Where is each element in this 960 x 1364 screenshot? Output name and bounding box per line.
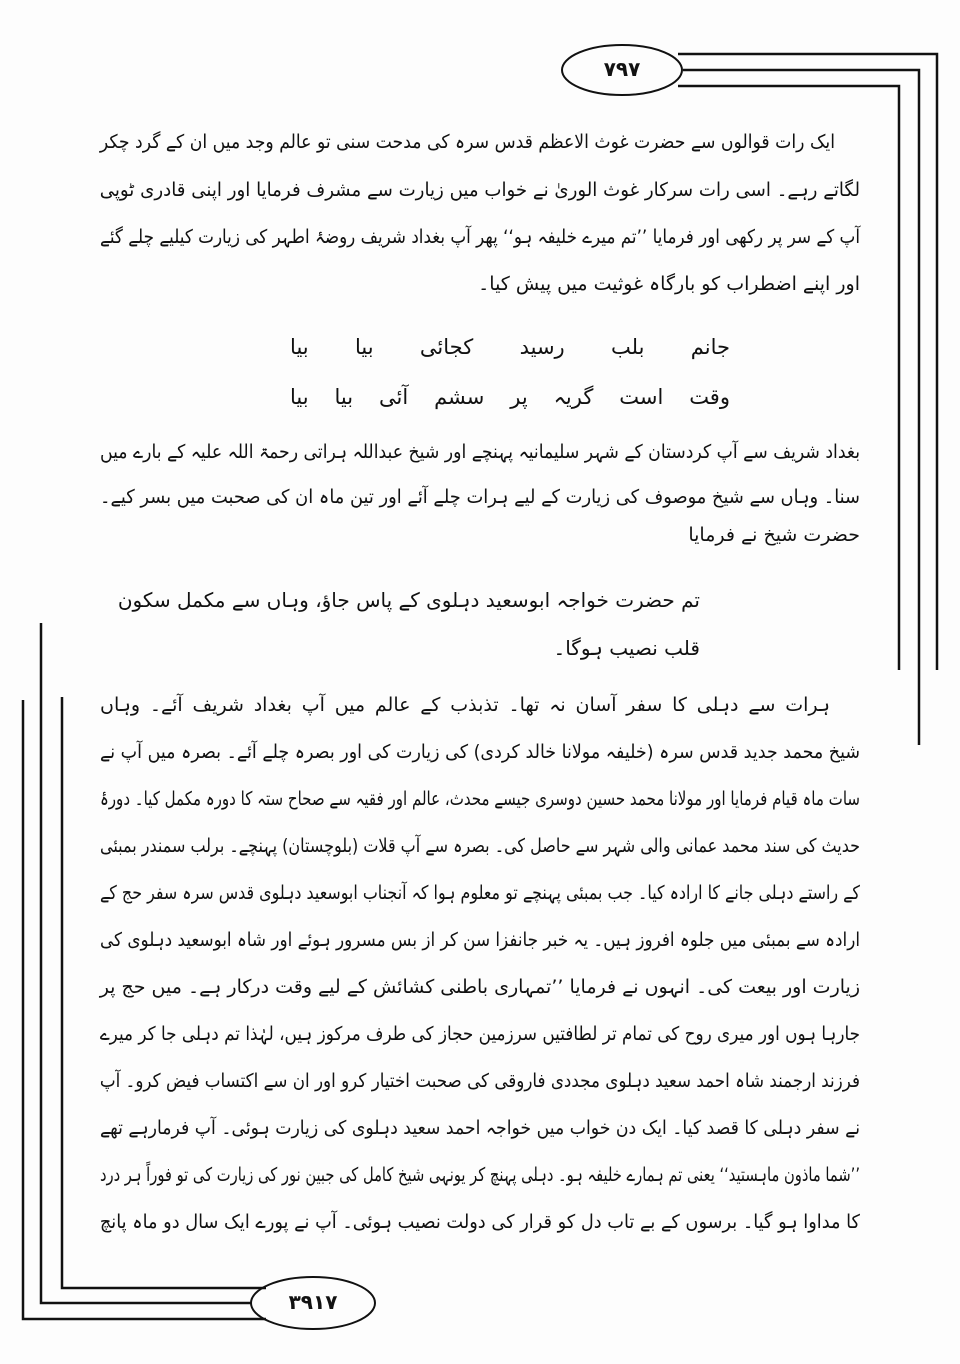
poem-word: رسید bbox=[519, 335, 565, 359]
top-border-line-inner bbox=[678, 86, 899, 670]
poem-word: کجائی bbox=[419, 335, 474, 359]
paragraph3-line: حدیث کی سند محمد عمانی والی شہر سے حاصل کی۔ بصرہ سے آپ قلات (بلوچستان) پہنچے۔ برلب سمندر بمبئی bbox=[100, 835, 860, 857]
quote-line: تم حضرت خواجہ ابوسعید دہلوی کے پاس جاؤ، وہاں سے مکمل سکون bbox=[117, 588, 700, 612]
paragraph3-line: نے سفر دہلی کا قصد کیا۔ ایک دن خواب میں خواجہ احمد سعید دہلوی کی زیارت ہوئی۔ آپ فرمارہے تھے bbox=[100, 1117, 860, 1139]
page-number-top: ۷۹۷ bbox=[603, 57, 641, 81]
paragraph1-line: ایک رات قوالوں سے حضرت غوث الاعظم قدس سرہ کی مدحت سنی تو عالم وجد میں ان کے گرد چکر bbox=[99, 131, 836, 153]
poem-word: بیا bbox=[334, 385, 354, 409]
paragraph2-line: سنا۔ وہاں سے شیخ موصوف کی زیارت کے لیے ہرات چلے آئے اور تین ماہ ان کی صحبت میں بسر کیے۔ bbox=[100, 486, 860, 508]
paragraph2-line: بغداد شریف سے آپ کردستان کے شہر سلیمانیہ پہنچے اور شیخ عبداللہ ہراتی رحمۃ اللہ علیہ کے بارے میں bbox=[99, 441, 860, 463]
paragraph2-line: حضرت شیخ نے فرمایا bbox=[688, 524, 860, 546]
quote-line: قلب نصیب ہوگا۔ bbox=[553, 636, 700, 660]
page-number-bottom: ۳۹۱۷ bbox=[288, 1290, 338, 1314]
paragraph3-line: جارہا ہوں اور میری روح کی تمام تر لطافتیں سرزمین حجاز کی طرف مرکوز ہیں، لہٰذا تم دہلی جا کر میرے bbox=[99, 1023, 860, 1045]
poem-word: گریہ bbox=[553, 385, 594, 409]
paragraph1-line: آپ کے سر پر رکھی اور فرمایا ’’تم میرے خلیفہ ہو‘‘ پھر آپ بغداد شریف روضۂ اطہر کی زیارت کیلیے چلے گئے bbox=[100, 226, 860, 248]
poem-word: بیا bbox=[290, 335, 309, 359]
poem-word: است bbox=[619, 385, 664, 409]
poem-word: بیا bbox=[354, 335, 374, 359]
poem-word: پر bbox=[510, 385, 528, 409]
paragraph3-line: کا مداوا ہو گیا۔ برسوں کے بے تاب دل کو قرار کی دولت نصیب ہوئی۔ آپ نے پورے ایک سال دو ماہ پانچ bbox=[99, 1211, 860, 1233]
paragraph3-line: فرزند ارجمند شاہ احمد سعید دہلوی مجددی فاروقی کی صحبت اختیار کرو اور ان سے اکتساب فیض کرو۔ آپ bbox=[99, 1070, 861, 1092]
poem-word: بیا bbox=[290, 385, 309, 409]
poem-word: آئی bbox=[379, 385, 409, 409]
poem-verse-1 bbox=[290, 330, 730, 364]
poem-word: وقت bbox=[689, 385, 730, 409]
poem-verse-2 bbox=[290, 380, 730, 414]
paragraph3-line: ارادہ سے بمبئی میں جلوہ افروز ہیں۔ یہ خبر جانفزا سن کر از بس مسرور ہوئے اور شاہ ابوسعید دہلوی کی bbox=[100, 929, 860, 951]
poem-word: بلب bbox=[611, 335, 645, 359]
paragraph3-line: کے راستے دہلی جانے کا ارادہ کیا۔ جب بمبئی پہنچے تو معلوم ہوا کہ آنجناب ابوسعید دہلوی قدس سرہ سفر حج کے bbox=[99, 882, 860, 904]
poem-word: جانم bbox=[690, 335, 730, 359]
paragraph3-line: سات ماہ قیام فرمایا اور مولانا محمد حسین دوسری جیسے محدث، عالم اور فقیہ سے صحاح ستہ کا دورہ مکمل کیا۔ دورۂ bbox=[100, 788, 860, 810]
bottom-border-line-middle bbox=[41, 623, 252, 1303]
poem-word: سشم bbox=[434, 385, 485, 409]
paragraph1-line: لگاتے رہے۔ اسی رات سرکار غوث الوریٰ نے خواب میں زیارت سے مشرف فرمایا اور اپنی قادری ٹوپی bbox=[99, 179, 860, 201]
paragraph1-line: اور اپنے اضطراب کو بارگاہ غوثیت میں پیش کیا۔ bbox=[478, 273, 860, 295]
paragraph3-line: ہرات سے دہلی کا سفر آسان نہ تھا۔ تذبذب کے عالم میں آپ بغداد شریف آئے۔ وہاں bbox=[100, 694, 830, 716]
paragraph3-line: ’’شما ماذون ماہستید‘‘ یعنی تم ہمارے خلیفہ ہو۔ دہلی پہنچ کر یونہی شیخ کامل کی جبین نور کی زیارت کی تو فوراً ہر درد bbox=[99, 1164, 861, 1186]
paragraph3-line: زیارت اور بیعت کی۔ انہوں نے فرمایا ’’تمہاری باطنی کشائش کے لیے وقت درکار ہے۔ میں حج پر bbox=[99, 976, 860, 998]
paragraph3-line: شیخ محمد جدید قدس سرہ (خلیفہ مولانا خالد کردی) کی زیارت کی اور بصرہ چلے آئے۔ بصرہ میں آپ نے bbox=[100, 741, 860, 763]
